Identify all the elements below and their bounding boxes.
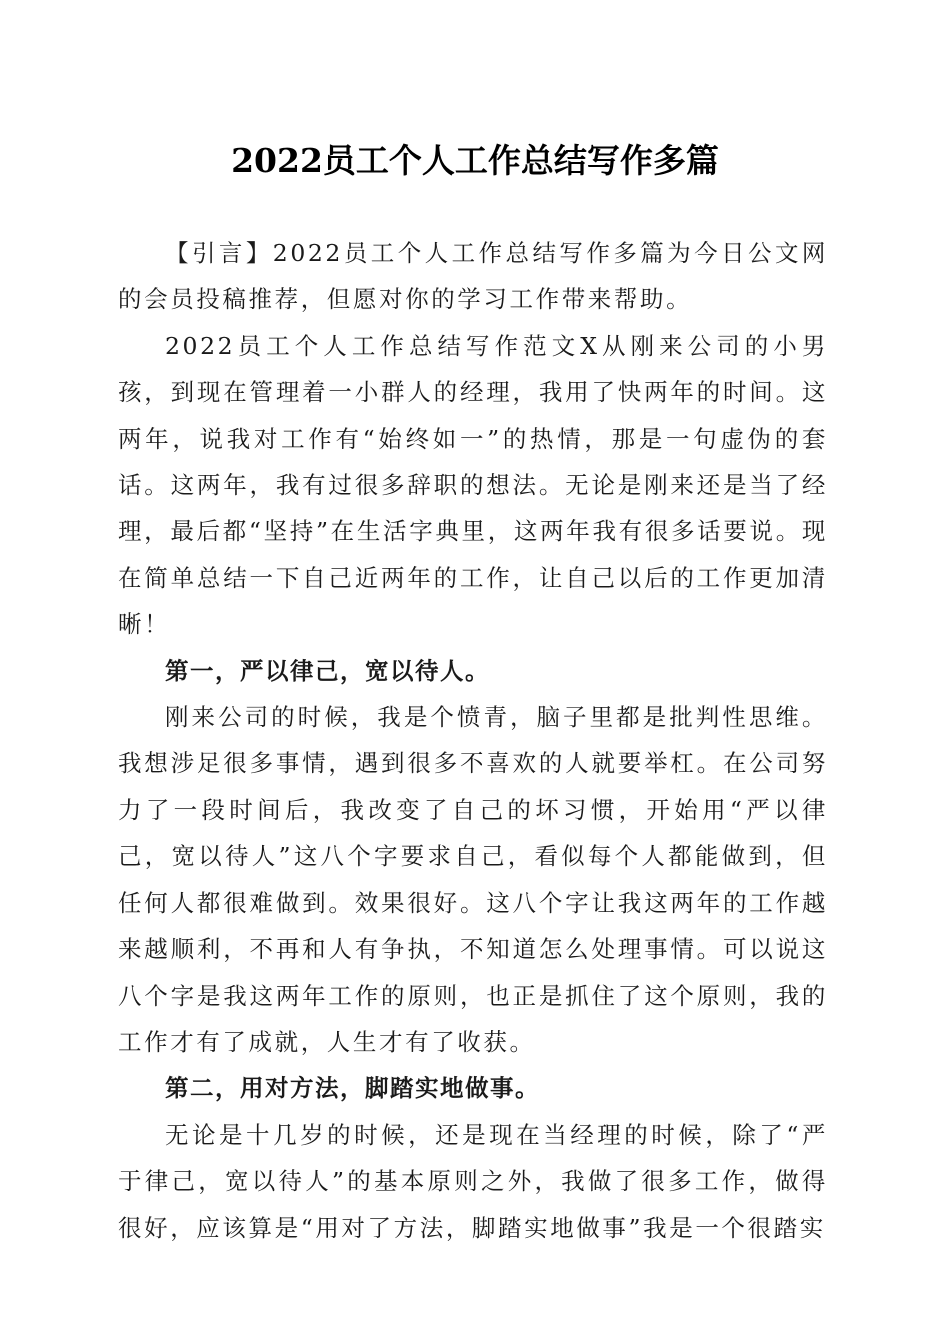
section-heading: 第一，严以律己，宽以待人。 [165,656,490,685]
document-title: 2022员工个人工作总结写作多篇 [231,141,719,180]
intro-paragraph: 【引言】2022员工个人工作总结写作多篇为今日公文网的会员投稿推荐，但愿对你的学习工作带来帮助。 [118,239,828,314]
body-paragraph: 无论是十几岁的时候，还是现在当经理的时候，除了“严于律己，宽以待人”的基本原则之外，我做了很多工作，做得很好，应该算是“用对了方法，脚踏实地做事”我是一个很踏实 [118,1120,828,1242]
body-paragraph: 2022员工个人工作总结写作范文X从刚来公司的小男孩，到现在管理着一小群人的经理，我用了快两年的时间。这两年，说我对工作有“始终如一”的热情，那是一句虚伪的套话。这两年，我有过很多辞职的想法。无论是刚来还是当了经理，最后都“坚持”在生活字典里，这两年我有很多话要说。现在简单总结一下自己近两年的工作，让自己以后的工作更加清晰！ [118,331,828,639]
document-body [118,230,828,1251]
section-heading: 第二，用对方法，脚踏实地做事。 [165,1074,540,1103]
body-paragraph: 刚来公司的时候，我是个愤青，脑子里都是批判性思维。我想涉足很多事情，遇到很多不喜欢的人就要举杠。在公司努力了一段时间后，我改变了自己的坏习惯，开始用“严以律己，宽以待人”这八个字要求自己，看似每个人都能做到，但任何人都很难做到。效果很好。这八个字让我这两年的工作越来越顺利，不再和人有争执，不知道怎么处理事情。可以说这八个字是我这两年工作的原则，也正是抓住了这个原则，我的工作才有了成就，人生才有了收获。 [118,703,828,1056]
